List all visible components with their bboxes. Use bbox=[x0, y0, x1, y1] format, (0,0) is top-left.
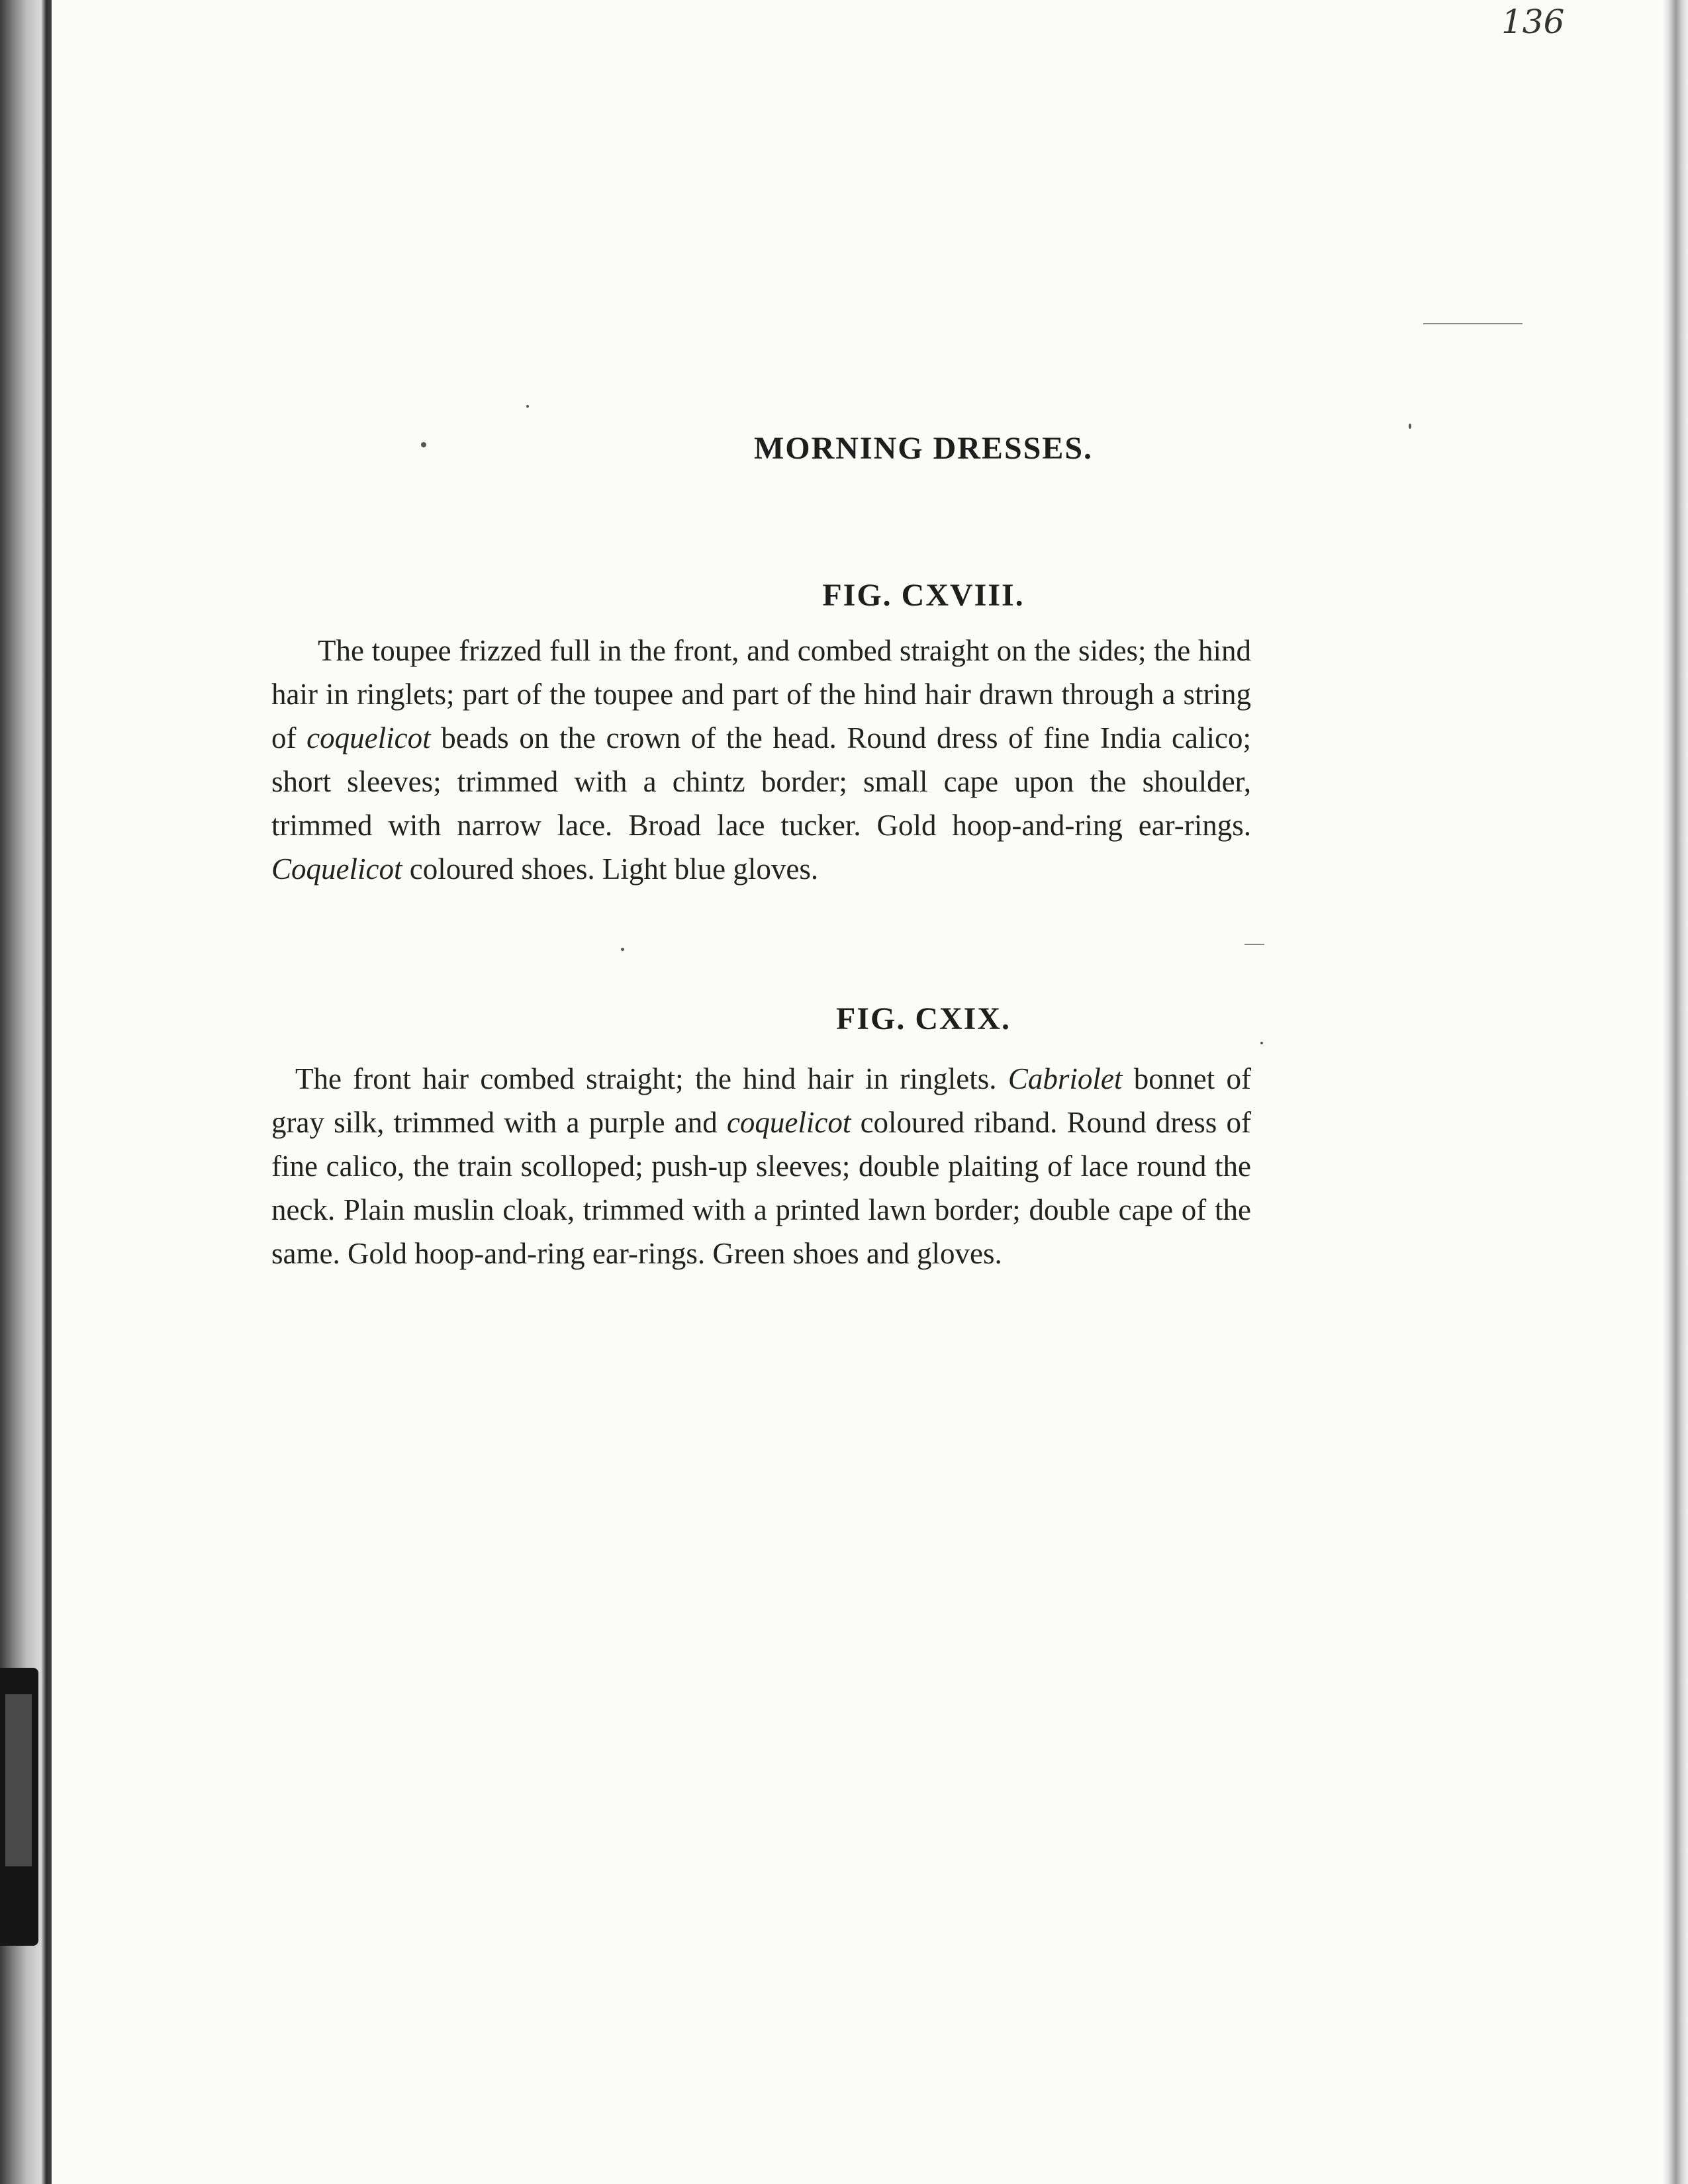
italic-segment: Cabriolet bbox=[1008, 1062, 1123, 1095]
figure-heading: FIG. CXVIII. bbox=[822, 578, 1025, 613]
binding-clip-inner bbox=[5, 1694, 32, 1866]
scan-mark bbox=[1244, 944, 1264, 945]
italic-segment: Coquelicot bbox=[271, 852, 402, 886]
scan-mark bbox=[1423, 323, 1523, 324]
page-number: 136 bbox=[1501, 3, 1565, 41]
italic-segment: coquelicot bbox=[306, 721, 431, 754]
text-segment: coloured riband. Round dress of fine calico, the train scolloped; push-up sleeves; double plaiting of lace round the neck. Plain muslin cloak, trimmed with a printed lawn border; double cape of the same. Gold hoop-and-ring ear-rings. Green shoes and gloves. bbox=[271, 1106, 1251, 1270]
figure-description bbox=[271, 629, 1251, 891]
figure-description bbox=[271, 1057, 1251, 1275]
text-segment: The toupee frizzed full in the front, and combed straight on the sides; the hind hair in ringlets; part of the toupee and part of the hind hair drawn through a string of bbox=[271, 634, 1251, 754]
page-title: MORNING DRESSES. bbox=[753, 431, 1094, 466]
scan-speck bbox=[526, 405, 529, 408]
scan-speck bbox=[1260, 1042, 1263, 1044]
scan-speck bbox=[1409, 424, 1411, 429]
text-segment: coloured shoes. Light blue gloves. bbox=[402, 852, 819, 886]
page-stack-edge bbox=[1662, 0, 1688, 2184]
italic-segment: coquelicot bbox=[726, 1106, 851, 1139]
scan-speck bbox=[621, 948, 624, 951]
text-segment: bonnet of gray silk, trimmed with a purple and bbox=[271, 1062, 1251, 1139]
text-segment: beads on the crown of the head. Round dress of fine India calico; short sleeves; trimmed with a chintz border; small cape upon the shoulder, trimmed with narrow lace. Broad lace tucker. Gold hoop-and-ring ear-rings. bbox=[271, 721, 1251, 842]
text-segment: The front hair combed straight; the hind hair in ringlets. bbox=[295, 1062, 1008, 1095]
figure-heading: FIG. CXIX. bbox=[835, 1001, 1011, 1036]
